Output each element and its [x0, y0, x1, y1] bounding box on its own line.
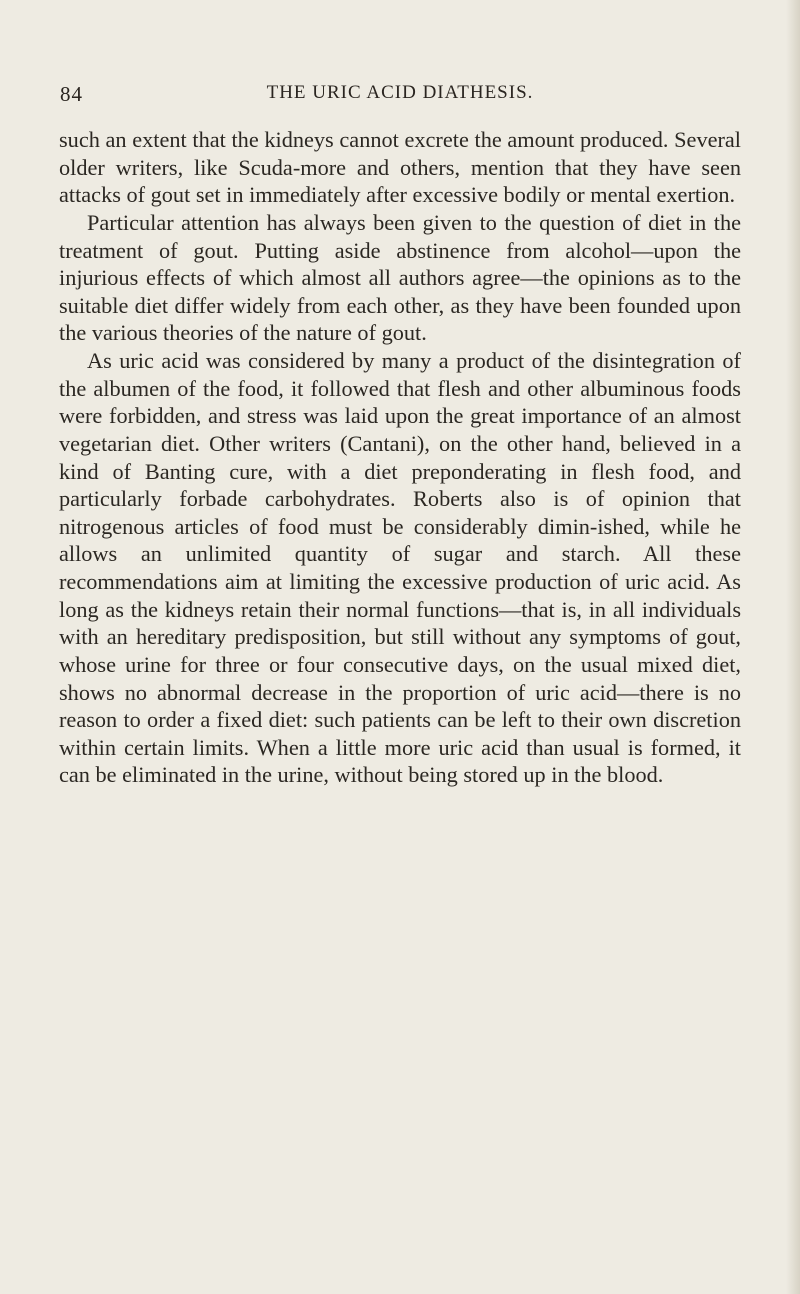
paragraph-1: such an extent that the kidneys cannot excrete the amount produced. Several older writers, like Scuda-more and others, mention that they have seen attacks of gout set in immediately after excessive bodily or mental exertion.	[59, 127, 741, 208]
paragraph-2: Particular attention has always been given to the question of diet in the treatment of gout. Putting aside abstinence from alcohol—upon the injurious effects of which almost all authors agree—the opinions as to the suitable diet differ widely from each other, as they have been founded upon the various theories of the nature of gout.	[59, 209, 741, 346]
running-title: THE URIC ACID DIATHESIS.	[266, 82, 534, 103]
body-text	[59, 126, 741, 789]
page-number: 84	[60, 82, 83, 106]
page-header	[60, 82, 740, 112]
paragraph-3: As uric acid was considered by many a product of the disintegration of the albumen of the food, it followed that flesh and other albuminous foods were forbidden, and stress was laid upon the great importance of an almost vegetarian diet. Other writers (Cantani), on the other hand, believed in a kind of Banting cure, with a diet preponderating in flesh food, and particularly forbade carbohydrates. Roberts also is of opinion that nitrogenous articles of food must be considerably dimin-ished, while he allows an unlimited quantity of sugar and starch. All these recommendations aim at limiting the excessive production of uric acid. As long as the kidneys retain their normal functions—that is, in all individuals with an hereditary predisposition, but still without any symptoms of gout, whose urine for three or four consecutive days, on the usual mixed diet, shows no abnormal decrease in the proportion of uric acid—there is no reason to order a fixed diet: such patients can be left to their own discretion within certain limits. When a little more uric acid than usual is formed, it can be eliminated in the urine, without being stored up in the blood.	[59, 348, 741, 788]
page-edge-shadow	[786, 0, 800, 1294]
